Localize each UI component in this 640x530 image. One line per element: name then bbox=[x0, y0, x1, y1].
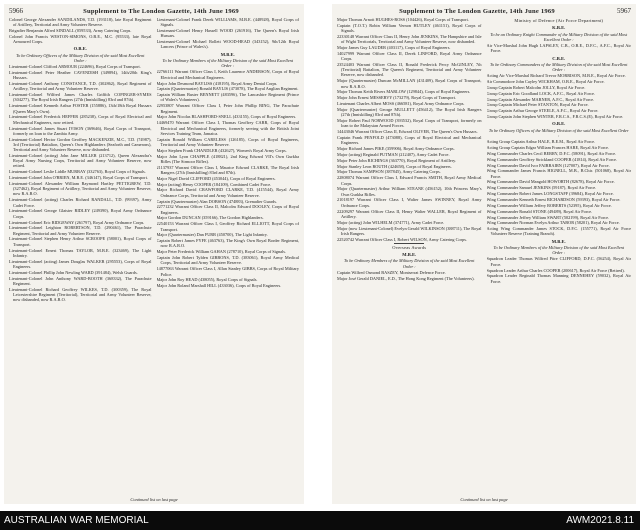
right-running-head bbox=[337, 7, 631, 16]
honours-entry: Lieutenant Charles Albert MOSS (466581), Royal Army Ordnance Corps. bbox=[337, 101, 465, 107]
honours-entry: Group Captain Michael Peter STANTON, Royal Air Force. bbox=[486, 102, 589, 108]
honours-entry: Colonel George Alexander SANDILANDS, T.D. (193118), late Royal Regiment of Artillery, Territorial and Army Volunteer Reserve. bbox=[9, 17, 152, 28]
honours-entry: Lieutenant-Colonel Hector Gordon Geoffrey MACKENZIE, M.C., T.D. (74987), 3rd (Territorial) Battalion, Queen's Own Highlanders (Seaforth and Camerons), Territorial and Army Volunteer Reserve, now disbanded. bbox=[9, 136, 152, 153]
honours-entry: Captain Ronald William CARELESS (126185), Corps of Royal Engineers, Territorial and Army Volunteer Reserve. bbox=[156, 136, 299, 147]
honours-entry: Major (acting) Henry COOPER (184109), Combined Cadet Force. bbox=[156, 181, 272, 187]
honours-entry: Colonel John Francis WESTON-SIMONS, O.B.E., M.C. (95533), late Royal Armoured Corps. bbox=[9, 33, 152, 45]
honours-entry: Brigadier Benjamin Alfred SINDALL (059533), Army Catering Corps. bbox=[9, 28, 132, 34]
honours-entry: Major (now Lieutenant-Colonel) Evelyn Gerald WILKINSON (388711), The Royal Irish Rangers. bbox=[337, 225, 482, 236]
honours-entry: Lieutenant-Colonel Michael Rollett WOOD-HEAD (343152), 9th/12th Royal Lancers (Prince of Wales's). bbox=[156, 39, 299, 50]
honours-entry: Air Commodore John Cayley WICKHAM, O.B.E., Royal Air Force. bbox=[486, 79, 605, 85]
honours-entry: Major Robert Paul NORWOOD (393532), Royal Corps of Transport, formerly on loan to the Malaysian Armed Forces. bbox=[337, 118, 482, 129]
honours-entry: Lieutenant-Colonel Anthony CONSTANCE, T.D. (302862), Royal Regiment of Artillery, Territorial and Army Volunteer Reserve. bbox=[9, 81, 152, 92]
section-intro: To be Ordinary Members of the Military Division of the said Most Excellent Order : bbox=[162, 57, 293, 69]
left-page-number: 5966 bbox=[9, 7, 23, 15]
left-running-head bbox=[9, 7, 299, 16]
honours-entry: Captain John Robert Tylden GIBBONS, T.D. (383061), Royal Army Medical Corps, Territorial and Army Volunteer Reserve. bbox=[156, 255, 299, 266]
honours-entry: Acting Wing Commander James STOCK, D.F.C. (155771), Royal Air Force Volunteer Reserve (Training Branch). bbox=[486, 226, 631, 237]
honours-entry: Major John Lyon CHAPPLE (418821), 2nd King Edward VII's Own Gurkha Rifles (The Sirmoor Rifles). bbox=[156, 153, 299, 164]
honours-entry: Lieutenant-Colonel (acting) Charles Richard RANDALL, T.D. (99397), Army Cadet Force. bbox=[9, 197, 152, 208]
section-intro: To be Ordinary Members of the Military Division of the said Most Excellent Order : bbox=[344, 258, 475, 269]
right-running-title: Supplement to The London Gazette, 14th June 1969 bbox=[399, 8, 555, 15]
archive-caption-bar bbox=[0, 511, 640, 530]
honours-entry: Lieutenant-Colonel Stephen Henry Arthur SCROOPE (58001), Royal Corps of Transport. bbox=[9, 236, 152, 247]
honours-entry: Wing Commander David Mangold HOWORTH (82678), Royal Air Force. bbox=[486, 179, 615, 185]
honours-entry: Major (acting) Reginald PUTMAN (212407), Army Cadet Force. bbox=[337, 151, 450, 157]
honours-entry: Wing Commander Geoffrey Strickland COOPER (41814), Royal Air Force. bbox=[486, 156, 618, 162]
honours-entry: 14469470 Warrant Officer Class I, Thomas Geoffrey CARR, Corps of Royal Electrical and Mechanical Engineers, formerly serving with the British Joint Services Training Team, Jamaica. bbox=[156, 120, 299, 136]
left-continued-note: Continued list on last page bbox=[130, 497, 178, 502]
left-page bbox=[4, 4, 304, 504]
left-column-1 bbox=[9, 17, 152, 495]
honours-entry: 22808074 Warrant Officer Class I, Edward Francis SMITH, Royal Army Medical Corps. bbox=[337, 175, 482, 186]
honours-entry: Major Nigel David CLIFFORD (453044), Corps of Royal Engineers. bbox=[156, 175, 276, 181]
honours-entry: Acting Air Vice-Marshal Richard Trevor MORRISON, M.B.E., Royal Air Force. bbox=[486, 73, 626, 79]
honours-entry: Major Stephen Frank CHANDLER (432627), Women's Royal Army Corps. bbox=[156, 147, 287, 153]
honours-entry: Lieutenant-Colonel Ernest Thomas TAYLOR, M.B.E. (323469), The Light Infantry. bbox=[9, 247, 152, 258]
honours-entry: Lieutenant-Colonel (acting) James Douglas WALKER (295553), Corps of Royal Engineers. bbox=[9, 258, 152, 269]
right-column-1 bbox=[337, 17, 482, 495]
honours-entry: Lieutenant-Colonel Henry Hassell WOOD (261916), The Queen's Royal Irish Hussars. bbox=[156, 28, 299, 39]
divider-rule bbox=[394, 243, 424, 244]
honours-entry: Major Thomas Arnott HUGHES-ROSS (104426), Royal Corps of Transport. bbox=[337, 17, 469, 22]
honours-entry: Lieutenant-Colonel Richard Geoffrey WILKES, T.D. (300359), The Royal Leicestershire Regiment (Territorial), Territorial and Army Volunteer Reserve, now disbanded, now R.A.R.O. bbox=[9, 286, 152, 303]
honours-entry: Acting Group Captain Arthur HALE, B.E.M., Royal Air Force. bbox=[486, 139, 596, 145]
honours-entry: Lieutenant-Colonel James Stuart IVISON (369646), Royal Corps of Transport, formerly on loan to the Zambia Army. bbox=[9, 125, 152, 136]
section-intro: To be Ordinary Commanders of the Military Division of the said Most Excellent Order : bbox=[490, 61, 628, 72]
honours-entry: Lieutenant-Colonel Leighton ROBERTSON, T.D. (290461), The Parachute Regiment, Territorial and Army Volunteer Reserve. bbox=[9, 225, 152, 236]
right-continued-note: Continued list on last page bbox=[460, 497, 508, 502]
honours-entry: Lieutenant-Colonel Eric RIDGEWAY (261797), Royal Army Ordnance Corps. bbox=[9, 219, 145, 225]
honours-entry: Major John Nicolas BLASHFORD-SNELL (433155), Corps of Royal Engineers. bbox=[156, 114, 297, 120]
honours-entry: Wing Commander Norman Evelyn Arthur TABOR (58201), Royal Air Force. bbox=[486, 220, 620, 226]
honours-entry: Captain Frank PENFOLD (473088), Corps of Royal Electrical and Mechanical Engineers. bbox=[337, 134, 482, 146]
section-heading: K.B.E. bbox=[552, 25, 566, 31]
honours-entry: Major John Ernest MESSERVY (173279), Royal Corps of Transport. bbox=[337, 95, 457, 101]
honours-entry: 22766111 Warrant Officer Class I, Keith Laurence ANDERSON, Corps of Royal Electrical and Mechanical Engineers. bbox=[156, 69, 299, 80]
archive-reference: AWM2021.8.11 bbox=[566, 515, 634, 526]
section-heading: M.B.E. bbox=[551, 238, 566, 244]
honours-entry: Captain William Buster BENNETT (483596), The Lancashire Regiment (Prince of Wales's Volunteers). bbox=[156, 92, 299, 103]
honours-entry: Lieutenant-Colonel Clifford ARMOUR (224696), Royal Corps of Transport. bbox=[9, 64, 141, 70]
honours-entry: Lieutenant-Colonel Phillip John Newling WARD (391484), Welsh Guards. bbox=[9, 269, 138, 275]
honours-entry: Major Richard David CRAWFORD CLARKE, T.D. (415544), Royal Army Ordnance Corps, Territorial and Army Volunteer Reserve. bbox=[156, 187, 299, 198]
honours-entry: Captain (Quartermaster) Ronald BAYLIS (473078), The Royal Anglian Regiment. bbox=[156, 86, 299, 92]
section-heading: M.B.E. bbox=[220, 51, 235, 57]
honours-entry: 22953807 Warrant Officer Class I, Peter John Phillip BING, The Parachute Regiment. bbox=[156, 103, 299, 114]
section-intro: To be Ordinary Officers of the Military Division of the said Most Excellent Order : bbox=[16, 52, 145, 63]
honours-entry: Lieutenant-Colonel Frederick HEFFER (285238), Corps of Royal Electrical and Mechanical Engineers, now retired. bbox=[9, 114, 152, 125]
section-title: Ministry of Defence (Air Force Department) bbox=[514, 18, 604, 23]
honours-entry: Major (acting) John WILHELM (374771), Army Cadet Force. bbox=[337, 219, 445, 225]
honours-entry: Major (Quartermaster) Arthur William STEANE (456152), 10th Princess Mary's Own Gurkha Rifles. bbox=[337, 186, 482, 197]
honours-entry: Major José Gerald DANIEL, E.D., The Hong Kong Regiment (The Volunteers). bbox=[337, 275, 475, 281]
honours-entry: 23524403 Warrant Officer Class II, Ronald Frederick Percy McGINLEY, 7th (Territorial) Battalion, The Queen's Regiment, Territorial and Army Volunteer Reserve, now disbanded. bbox=[337, 61, 482, 78]
honours-entry: Wing Commander Samuel JENKINS (59187), Royal Air Force. bbox=[486, 185, 597, 191]
left-running-title: Supplement to The London Gazette, 14th June 1969 bbox=[83, 8, 239, 15]
honours-entry: Major Thomas Keith Rivers MARLOW (129844), Corps of Royal Engineers. bbox=[337, 89, 471, 95]
honours-entry: Squadron Leader Arthur Charles COOPER (200617), Royal Air Force (Retired). bbox=[486, 267, 625, 273]
honours-entry: Major Stanley Leon ROUTH (424658), Corps of Royal Engineers. bbox=[337, 163, 452, 169]
honours-entry: Major John Desmond BAYLISS (418195), Royal Army Dental Corps. bbox=[156, 80, 278, 86]
honours-entry: Wing Commander Jeffrey William SWART (502199), Royal Air Force. bbox=[486, 214, 610, 220]
honours-entry: Wing Commander Charles Cecil BERRY, D.F.C. (58091), Royal Air Force. bbox=[486, 150, 617, 156]
honours-entry: 14877063 Warrant Officer Class I, Allan Stanley GIBBS, Corps of Royal Military Police. bbox=[156, 266, 299, 277]
left-column-2 bbox=[157, 17, 300, 495]
honours-entry: Captain (T.O.T.) Robin William Vernon HUTLEY (461151), Royal Corps of Signals. bbox=[337, 22, 482, 34]
archive-name: AUSTRALIAN WAR MEMORIAL bbox=[4, 515, 149, 526]
honours-entry: Wing Commander Ronald STONE (49489), Royal Air Force. bbox=[486, 208, 593, 214]
honours-entry: Major (Quartermaster) Dan FURR (450700), The Light Infantry. bbox=[156, 232, 268, 238]
honours-entry: Group Captain Robert Malcolm JOLLY, Royal Air Force. bbox=[486, 84, 586, 90]
honours-entry: Major John Roy HEAD (438055), Royal Corps of Signals. bbox=[156, 277, 258, 283]
honours-entry: 22520742 Warrant Officer Class I, Robert WILSON, Army Catering Corps. bbox=[337, 236, 467, 242]
honours-entry: Group Captain Eric Goodland LOCK, A.F.C., Royal Air Force. bbox=[486, 90, 595, 96]
honours-entry: Lieutenant-Colonel George Glaister RIDLEY (249390), Royal Army Ordnance Corps. bbox=[9, 208, 152, 219]
honours-entry: 21137937 Warrant Officer Class I, Maurice Edward CLARKE, The Royal Irish Rangers (27th (Inniskilling) 83rd and 87th). bbox=[156, 164, 299, 175]
section-heading: M.B.E. bbox=[402, 252, 417, 258]
honours-entry: Lieutenant-Colonel Wilfred James Charles Griffith COPINGER-SYMES (304277), The Royal Irish Rangers (27th (Inniskilling) 83rd and 87th). bbox=[9, 92, 152, 103]
honours-entry: 22540153 Warrant Officer Class I, Geoffrey Richard ELLIOTT, Royal Corps of Transport. bbox=[156, 221, 299, 232]
honours-entry: Lieutenant-Colonel (acting) John Jane MILLER (213712), Queen Alexandra's Royal Army Nursing Corps, Territorial and Army Volunteer Reserve, now retired. bbox=[9, 152, 152, 169]
honours-entry: 21018197 Warrant Officer Class I, Walter James SWINNEY, Royal Army Ordnance Corps. bbox=[337, 197, 482, 208]
honours-entry: Captain (Quartermaster) Alan DOBSON (474883), Grenadier Guards. bbox=[156, 198, 278, 204]
left-columns bbox=[9, 17, 299, 495]
honours-entry: Major (Quartermaster) George MULLETT (456412), The Royal Irish Rangers (27th (Inniskilling) 83rd and 87th). bbox=[337, 106, 482, 118]
honours-entry: Lieutenant-Colonel Kenneth Arthur FOSTER (155886), 13th/18th Royal Hussars (Queen Mary's Own). bbox=[9, 103, 152, 114]
right-columns bbox=[337, 17, 631, 495]
honours-entry: 22209297 Warrant Officer Class II, Henry Walter WALLER, Royal Regiment of Artillery. bbox=[337, 208, 482, 219]
section-intro: To be Ordinary Officers of the Military Division of the said Most Excellent Order : bbox=[488, 127, 629, 138]
honours-entry: Major Gordon DUNCAN (359166), The Gordon Highlanders. bbox=[156, 215, 264, 221]
honours-entry: 14443046 Warrant Officer Class II, Edward OLIVER, The Queen's Own Hussars. bbox=[337, 129, 478, 135]
honours-entry: Group Captain John Stephen WINTER, F.R.C.S., F.R.C.S.(E), Royal Air Force. bbox=[486, 114, 624, 120]
honours-entry: Major James Guy LAUDER (403117), Corps of Royal Engineers. bbox=[337, 45, 451, 51]
honours-entry: Wing Commander David Ivor FAIRBAIRN (127007), Royal Air Force. bbox=[486, 162, 610, 168]
honours-entry: Captain Robert James FYFE (463763), The King's Own Royal Border Regiment, now R.A.R.O. bbox=[156, 238, 299, 249]
honours-entry: 14027999 Warrant Officer Class II, Derek LINFORD, Royal Army Ordnance Corps. bbox=[337, 50, 482, 62]
honours-entry: Major Richard James PIKE (359906), Royal Army Ordnance Corps. bbox=[337, 146, 455, 152]
honours-entry: 22330148 Warrant Officer Class II, Henry John JENKINS, The Hampshire and Isle of Wight Territorials, Territorial and Army Volunteer Reserve, now disbanded. bbox=[337, 33, 482, 45]
section-intro: To be Ordinary Members of the Military Division of the said Most Excellent Order : bbox=[493, 244, 624, 256]
section-title: Overseas Awards bbox=[392, 244, 427, 250]
honours-entry: 22771232 Warrant Officer Class II, Malcolm Edward DOOLEY, Corps of Royal Engineers. bbox=[156, 204, 299, 215]
honours-entry: Lieutenant-Colonel Leslie Liddle MURRAY (332763), Royal Corps of Signals. bbox=[9, 169, 146, 175]
right-column-2 bbox=[487, 17, 632, 495]
honours-entry: Major John Roland Marshall HILL (433036), Corps of Royal Engineers. bbox=[156, 283, 282, 289]
right-page bbox=[332, 4, 636, 504]
section-heading: C.B.E. bbox=[552, 55, 566, 61]
honours-entry: Major Peter John RICHINGS (363770), Royal Regiment of Artillery. bbox=[337, 157, 457, 163]
honours-entry: Wing Commander Kenneth Ernest RICHARDSON (59393), Royal Air Force. bbox=[486, 197, 621, 202]
honours-entry: Air Vice-Marshal John Hugh LAPSLEY, C.B., O.B.E., D.F.C., A.F.C., Royal Air Force. bbox=[486, 43, 631, 54]
honours-entry: Squadron Leader Thomas Wilfred Pitre CLIFFORD, D.F.C. (56254), Royal Air Force. bbox=[486, 256, 631, 267]
section-heading: O.B.E. bbox=[73, 46, 87, 52]
honours-entry: Acting Group Captain Edgar William Frances HARE, Royal Air Force. bbox=[486, 145, 610, 150]
honours-entry: Wing Commander James Francis HIGNELL, M.B., B.Chir. (501068), Royal Air Force. bbox=[486, 168, 631, 179]
honours-entry: Group Captain Alexander MARNER, A.F.C., Royal Air Force. bbox=[486, 96, 595, 102]
honours-entry: Captain Wilfred Osmond BASZEY, Montserrat Defence Force. bbox=[337, 269, 446, 275]
honours-entry: Squadron Leader Reginald Thomas Manning DENNEHEY (59032), Royal Air Force. bbox=[486, 273, 631, 284]
section-heading: O.B.E. bbox=[552, 121, 566, 127]
honours-entry: Wing Commander Robert James LONGSTAFF (39684), Royal Air Force. bbox=[486, 191, 614, 197]
section-intro: To be an Ordinary Knight Commander of the Military Division of the said Most Excellent Order : bbox=[490, 31, 628, 42]
honours-entry: Major Peter Frederick William GAHAN (278710), Royal Corps of Signals. bbox=[156, 249, 286, 255]
honours-entry: Lieutenant-Colonel John Anthony WARD-BOOTH (368332), The Parachute Regiment. bbox=[9, 275, 152, 286]
page-gutter bbox=[304, 0, 332, 510]
honours-entry: Group Captain Arthur George STEELE, A.F.C., Royal Air Force. bbox=[486, 108, 599, 114]
honours-entry: Wing Commander William Jeffery ROBERTS (52395), Royal Air Force. bbox=[486, 202, 612, 208]
honours-entry: Lieutenant-Colonel Alexander William Raymond Hartley PETTIGREW, T.D. (327462), Royal Regiment of Artillery, Territorial and Army Volunteer Reserve, now R.A.R.O. bbox=[9, 180, 152, 197]
honours-entry: Lieutenant-Colonel John O'BRIEN, M.B.E. (346147), Royal Corps of Transport. bbox=[9, 175, 148, 181]
honours-entry: Lieutenant-Colonel Peter Heather CAVENDISH (349894), 14th/20th King's Hussars. bbox=[9, 70, 152, 81]
right-page-number: 5967 bbox=[617, 7, 631, 15]
honours-entry: Lieutenant-Colonel Frank Derek WILLIAMS, M.B.E. (448928), Royal Corps of Signals. bbox=[156, 17, 299, 28]
honours-entry: Major (Quartermaster) Duncan McMILLAN (431409), Royal Corps of Transport, now R.A.R.O. bbox=[337, 78, 482, 89]
honours-entry: Major Thomas SAMPSON (387845), Army Catering Corps. bbox=[337, 169, 441, 175]
